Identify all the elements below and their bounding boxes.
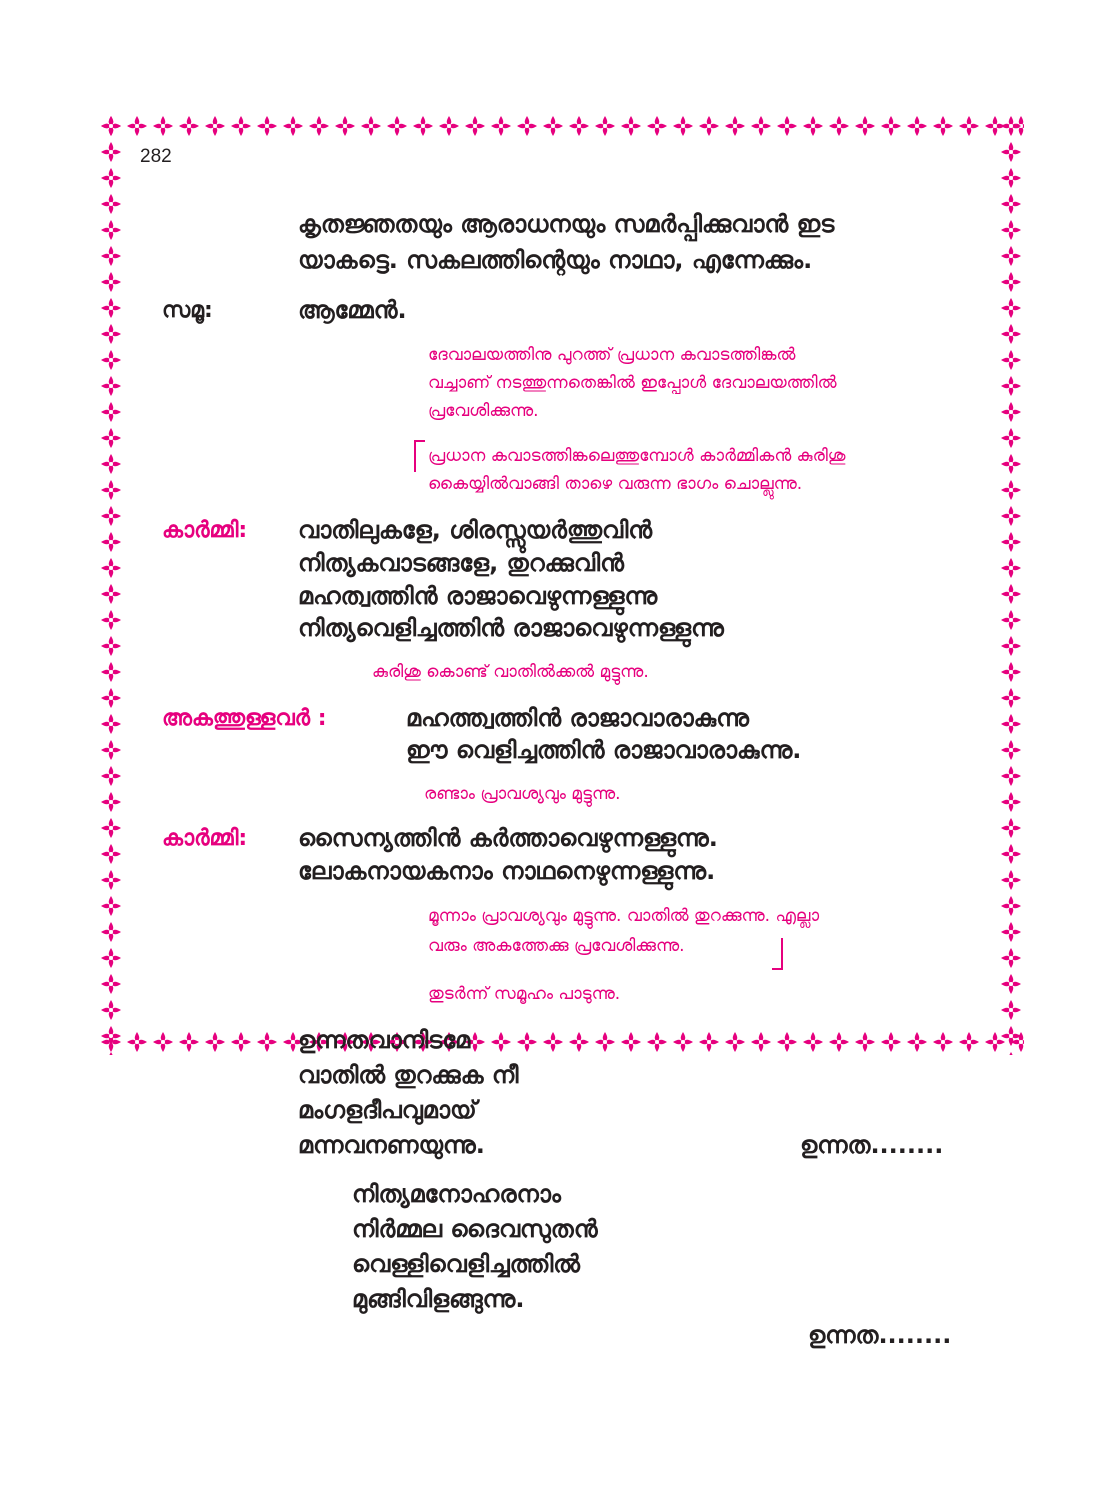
celebrant-line-3: മഹത്വത്തിൻ രാജാവെഴുന്നള്ളുന്നു xyxy=(298,582,658,610)
hymn-refrain-2: ഉന്നത........ xyxy=(808,1321,952,1349)
inside-response-2: ഈ വെളിച്ചത്തിൻ രാജാവാരാകുന്നു. xyxy=(406,736,802,764)
hymn-line-1: ഉന്നതവാനിടമേ xyxy=(298,1026,471,1054)
celebrant2-line-2: ലോകനായകനാം നാഥനെഴുന്നള്ളുന്നു. xyxy=(298,857,716,885)
rubric-2a: പ്രധാന കവാടത്തിങ്കലെത്തുമ്പോൾ കാർമ്മികൻ കുരിശു xyxy=(428,446,846,466)
hymn-refrain-1: ഉന്നത........ xyxy=(800,1131,944,1159)
border-top-ornament xyxy=(98,113,1024,139)
hymn-line-7: വെള്ളിവെളിച്ചത്തിൽ xyxy=(352,1250,581,1278)
rubric-1c: പ്രവേശിക്കുന്നു. xyxy=(428,401,539,421)
hymn-line-8: മുങ്ങിവിളങ്ങുന്നു. xyxy=(352,1285,525,1313)
rubric-5b: വരും അകത്തേക്കു പ്രവേശിക്കുന്നു. xyxy=(428,936,685,956)
speaker-label-samu: സമൂ: xyxy=(162,298,213,323)
hymn-line-5: നിത്യമനോഹരനാം xyxy=(352,1180,561,1208)
prayer-line-2: യാകട്ടെ. സകലത്തിന്റെയും നാഥാ, എന്നേക്കും. xyxy=(298,246,813,274)
page-number: 282 xyxy=(140,146,172,167)
border-left-ornament xyxy=(98,113,124,1055)
rubric-1a: ദേവാലയത്തിനു പുറത്ത് പ്രധാന കവാടത്തിങ്കൽ xyxy=(428,345,796,365)
hymn-line-2: വാതിൽ തുറക്കുക നീ xyxy=(298,1061,519,1089)
hymn-line-3: മംഗളദീപവുമായ് xyxy=(298,1096,477,1124)
celebrant-line-4: നിത്യവെളിച്ചത്തിൻ രാജാവെഴുന്നള്ളുന്നു xyxy=(298,614,724,642)
celebrant-line-1: വാതിലുകളേ, ശിരസ്സുയർത്തുവിൻ xyxy=(298,516,653,544)
rubric-bracket-open xyxy=(414,440,425,472)
speaker-label-akathullavar: അകത്തുള്ളവർ : xyxy=(162,706,327,731)
rubric-6: തുടർന്ന് സമൂഹം പാടുന്നു. xyxy=(428,984,621,1004)
speaker-label-karmmi-2: കാർമ്മി: xyxy=(162,826,248,851)
rubric-1b: വച്ചാണ് നടത്തുന്നതെങ്കിൽ ഇപ്പോൾ ദേവാലയത്തിൽ xyxy=(428,373,837,393)
speaker-label-karmmi: കാർമ്മി: xyxy=(162,518,248,543)
rubric-bracket-close xyxy=(772,938,783,970)
border-bottom-ornament xyxy=(98,1029,1024,1055)
border-right-ornament xyxy=(998,113,1024,1055)
hymn-line-6: നിർമ്മല ദൈവസുതൻ xyxy=(352,1215,598,1243)
prayer-line-1: കൃതജ്ഞതയും ആരാധനയും സമർപ്പിക്കുവാൻ ഇട xyxy=(298,210,835,238)
response-amen: ആമ്മേൻ. xyxy=(298,296,407,324)
rubric-4: രണ്ടാം പ്രാവശ്യവും മുട്ടുന്നു. xyxy=(424,784,621,804)
hymn-line-4: മന്നവനണയുന്നു. xyxy=(298,1131,485,1159)
rubric-2b: കൈയ്യിൽവാങ്ങി താഴെ വരുന്ന ഭാഗം ചൊല്ലുന്നു. xyxy=(428,474,803,494)
rubric-5a: മൂന്നാം പ്രാവശ്യവും മുട്ടുന്നു. വാതിൽ തുറക്കുന്നു. എല്ലാ xyxy=(428,906,820,926)
celebrant2-line-1: സൈന്യത്തിൻ കർത്താവെഴുന്നള്ളുന്നു. xyxy=(298,824,718,852)
inside-response-1: മഹത്ത്വത്തിൻ രാജാവാരാകുന്നു xyxy=(406,704,749,732)
celebrant-line-2: നിത്യകവാടങ്ങളേ, തുറക്കുവിൻ xyxy=(298,549,624,577)
rubric-3: കുരിശു കൊണ്ട് വാതിൽക്കൽ മുട്ടുന്നു. xyxy=(372,662,649,682)
